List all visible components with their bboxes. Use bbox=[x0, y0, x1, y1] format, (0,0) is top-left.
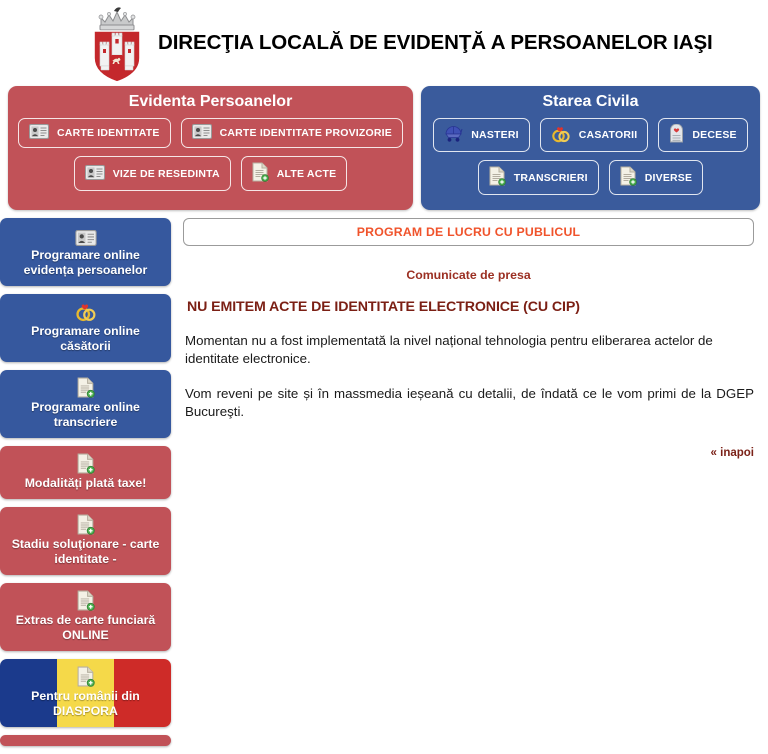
sidebar-item-label: Extras de carte funciară ONLINE bbox=[15, 613, 156, 642]
program-de-lucru-box[interactable] bbox=[183, 218, 754, 246]
panel-row bbox=[18, 118, 403, 148]
button-label: CARTE IDENTITATE PROVIZORIE bbox=[219, 127, 392, 139]
button-label: CARTE IDENTITATE bbox=[57, 127, 160, 139]
id-card-icon bbox=[192, 124, 212, 142]
button-label: CASATORII bbox=[578, 129, 638, 141]
wedding-rings-icon bbox=[6, 300, 165, 322]
button-alte-acte[interactable] bbox=[241, 156, 348, 191]
sidebar-item-next-partial[interactable] bbox=[0, 735, 171, 746]
button-nasteri[interactable] bbox=[433, 118, 530, 152]
sidebar-item-label: Programare online căsătorii bbox=[31, 324, 140, 353]
program-de-lucru-link[interactable]: PROGRAM DE LUCRU CU PUBLICUL bbox=[356, 225, 581, 239]
sidebar-item-programare-evidenta[interactable] bbox=[0, 218, 171, 286]
panel-row bbox=[431, 118, 750, 152]
panel-starea-civila bbox=[421, 86, 760, 210]
news-paragraph-2: Vom reveni pe site și în massmedia ieșeană cu detalii, de îndată ce le vom primi de la DGEP Bucureşti. bbox=[185, 386, 754, 419]
sidebar-item-programare-casatorii[interactable] bbox=[0, 294, 171, 362]
button-label: NASTERI bbox=[471, 129, 519, 141]
id-card-icon bbox=[6, 224, 165, 246]
document-add-icon bbox=[6, 452, 165, 474]
top-panels bbox=[0, 86, 768, 210]
button-carte-identitate[interactable] bbox=[18, 118, 171, 148]
page-title: DIRECŢIA LOCALĂ DE EVIDENŢĂ A PERSOANELOR IAŞI bbox=[158, 31, 713, 54]
document-add-icon bbox=[6, 513, 165, 535]
sidebar-item-label: Modalități plată taxe! bbox=[24, 476, 147, 490]
button-label: DECESE bbox=[692, 129, 737, 141]
sidebar-item-extras-carte-funciara[interactable] bbox=[0, 583, 171, 651]
sidebar-item-label: Stadiu soluţionare - carte identitate - bbox=[11, 537, 160, 566]
panel-title-evidenta: Evidenta Persoanelor bbox=[128, 93, 293, 110]
section-label-comunicate: Comunicate de presa bbox=[406, 268, 531, 282]
panel-row bbox=[431, 160, 750, 195]
sidebar-item-programare-transcriere[interactable] bbox=[0, 370, 171, 438]
panel-row bbox=[18, 156, 403, 191]
document-add-icon bbox=[6, 376, 165, 398]
document-add-icon bbox=[252, 162, 269, 185]
button-vize-de-resedinta[interactable] bbox=[74, 156, 231, 191]
sidebar-item-label: Pentru românii din DIASPORA bbox=[31, 689, 140, 718]
button-carte-identitate-provizorie[interactable] bbox=[181, 118, 403, 148]
sidebar bbox=[0, 218, 171, 746]
baby-stroller-icon bbox=[444, 125, 463, 145]
button-diverse[interactable] bbox=[609, 160, 704, 195]
site-header bbox=[0, 0, 768, 86]
panel-title-starea-civila: Starea Civila bbox=[542, 93, 639, 110]
button-casatorii[interactable] bbox=[540, 118, 649, 152]
main-content bbox=[171, 218, 768, 746]
sidebar-item-stadiu-solutionare[interactable] bbox=[0, 507, 171, 575]
id-card-icon bbox=[85, 165, 105, 183]
back-link[interactable]: « inapoi bbox=[710, 447, 754, 459]
document-add-icon bbox=[489, 166, 506, 189]
tombstone-icon bbox=[669, 124, 684, 146]
coat-of-arms-icon bbox=[88, 2, 146, 84]
wedding-rings-icon bbox=[551, 125, 571, 146]
sidebar-item-label: Programare online transcriere bbox=[31, 400, 140, 429]
sidebar-item-label: Programare online evidența persoanelor bbox=[23, 248, 148, 277]
button-label: ALTE ACTE bbox=[276, 167, 337, 180]
button-decese[interactable] bbox=[658, 118, 747, 152]
news-headline: NU EMITEM ACTE DE IDENTITATE ELECTRONICE (CU CIP) bbox=[187, 299, 580, 315]
button-label: DIVERSE bbox=[644, 171, 693, 184]
document-add-icon bbox=[620, 166, 637, 189]
sidebar-item-modalitati-plata-taxe[interactable] bbox=[0, 446, 171, 499]
sidebar-item-diaspora[interactable] bbox=[0, 659, 171, 727]
id-card-icon bbox=[29, 124, 49, 142]
page-body bbox=[0, 210, 768, 746]
document-add-icon bbox=[6, 665, 165, 687]
panel-evidenta-persoanelor bbox=[8, 86, 413, 210]
button-label: TRANSCRIERI bbox=[513, 171, 588, 184]
button-label: VIZE DE RESEDINTA bbox=[112, 167, 220, 180]
button-transcrieri[interactable] bbox=[478, 160, 599, 195]
news-paragraph-1: Momentan nu a fost implementată la nivel național tehnologia pentru eliberarea actelor de identitate electronice. bbox=[185, 333, 713, 366]
document-add-icon bbox=[6, 589, 165, 611]
